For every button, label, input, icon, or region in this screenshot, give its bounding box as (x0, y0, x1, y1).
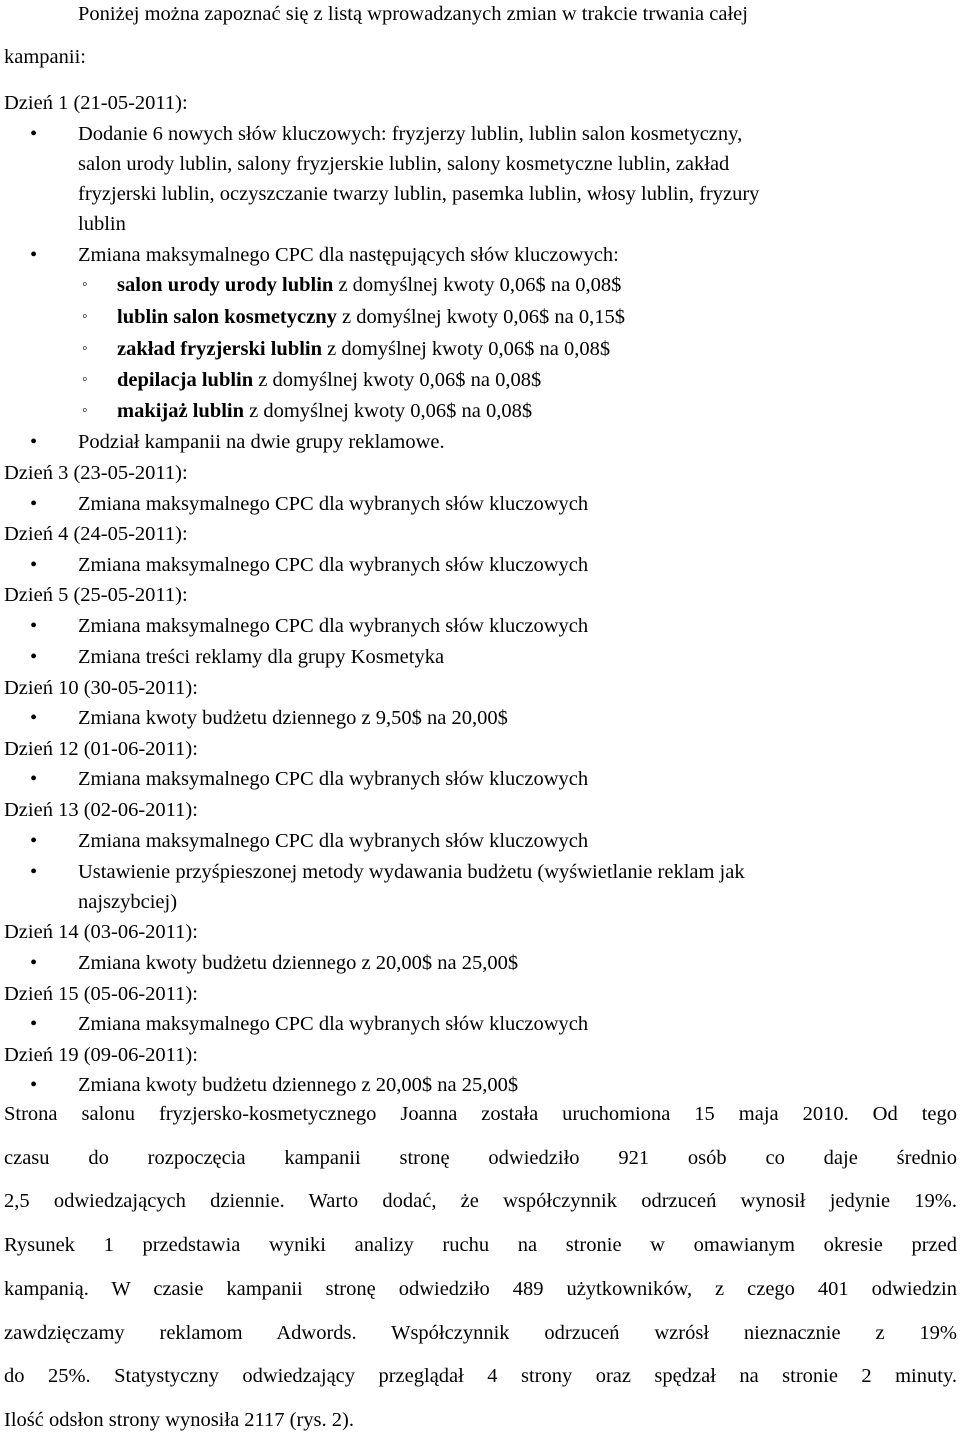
keyword: zakład fryzjerski lublin (117, 338, 323, 360)
list-item: Zmiana maksymalnego CPC dla wybranych słów kluczowych (78, 493, 589, 515)
list-item: Zmiana maksymalnego CPC dla wybranych słów kluczowych (78, 830, 589, 852)
list-item: Zmiana kwoty budżetu dziennego z 9,50$ na 20,00$ (78, 707, 508, 729)
paragraph-line: czasu do rozpoczęcia kampanii stronę odwiedziło 921 osób co daje średnio (4, 1147, 957, 1169)
cpc-change: z domyślnej kwoty 0,06$ na 0,08$ (333, 274, 622, 296)
day-14-title: Dzień 14 (03-06-2011): (4, 921, 198, 943)
day-13-title: Dzień 13 (02-06-2011): (4, 799, 198, 821)
sub-bullet-icon: ◦ (82, 308, 88, 325)
paragraph-line: 2,5 odwiedzających dziennie. Warto dodać, że współczynnik odrzuceń wynosił jedynie 19%. (4, 1190, 957, 1212)
bullet-icon: • (30, 1013, 38, 1035)
bullet-icon: • (30, 646, 38, 668)
day-15-title: Dzień 15 (05-06-2011): (4, 983, 198, 1005)
cpc-change: z domyślnej kwoty 0,06$ na 0,08$ (253, 369, 542, 391)
day-1-title: Dzień 1 (21-05-2011): (4, 92, 188, 114)
list-item: Zmiana treści reklamy dla grupy Kosmetyka (78, 646, 445, 668)
list-item-cont: fryzjerski lublin, oczyszczanie twarzy lublin, pasemka lublin, włosy lublin, fryzury (78, 183, 760, 205)
sub-list-item (117, 305, 625, 329)
bullet-icon: • (30, 554, 38, 576)
cpc-change: z domyślnej kwoty 0,06$ na 0,08$ (244, 400, 533, 422)
sub-list-item (117, 399, 532, 423)
list-item: Zmiana maksymalnego CPC dla następujących słów kluczowych: (78, 244, 619, 266)
list-item: Podział kampanii na dwie grupy reklamowe. (78, 431, 445, 453)
sub-bullet-icon: ◦ (82, 402, 88, 419)
keyword: depilacja lublin (117, 369, 254, 391)
day-10-title: Dzień 10 (30-05-2011): (4, 677, 198, 699)
list-item: Zmiana maksymalnego CPC dla wybranych słów kluczowych (78, 554, 589, 576)
keyword: lublin salon kosmetyczny (117, 306, 337, 328)
bullet-icon: • (30, 830, 38, 852)
bullet-icon: • (30, 952, 38, 974)
sub-bullet-icon: ◦ (82, 340, 88, 357)
keyword: makijaż lublin (117, 400, 245, 422)
paragraph-line: Strona salonu fryzjersko-kosmetycznego Joanna została uruchomiona 15 maja 2010. Od tego (4, 1103, 957, 1125)
paragraph-line: do 25%. Statystyczny odwiedzający przeglądał 4 strony oraz spędzał na stronie 2 minuty. (4, 1365, 957, 1387)
list-item: Zmiana kwoty budżetu dziennego z 20,00$ na 25,00$ (78, 952, 519, 974)
day-12-title: Dzień 12 (01-06-2011): (4, 738, 198, 760)
sub-bullet-icon: ◦ (82, 371, 88, 388)
intro-line-1: Poniżej można zapoznać się z listą wprowadzanych zmian w trakcie trwania całej (78, 3, 748, 25)
day-19-title: Dzień 19 (09-06-2011): (4, 1044, 198, 1066)
list-item: Ustawienie przyśpieszonej metody wydawania budżetu (wyświetlanie reklam jak (78, 861, 745, 883)
bullet-icon: • (30, 1074, 38, 1096)
day-5-title: Dzień 5 (25-05-2011): (4, 584, 188, 606)
sub-bullet-icon: ◦ (82, 276, 88, 293)
paragraph-line: Rysunek 1 przedstawia wyniki analizy ruchu na stronie w omawianym okresie przed (4, 1234, 957, 1256)
list-item-cont: lublin (78, 213, 126, 235)
bullet-icon: • (30, 431, 38, 453)
bullet-icon: • (30, 123, 38, 145)
day-4-title: Dzień 4 (24-05-2011): (4, 523, 188, 545)
paragraph-line-last: Ilość odsłon strony wynosiła 2117 (rys. 2). (4, 1409, 354, 1431)
sub-list-item (117, 337, 610, 361)
keyword: salon urody urody lublin (117, 274, 334, 296)
list-item: Zmiana kwoty budżetu dziennego z 20,00$ na 25,00$ (78, 1074, 519, 1096)
intro-line-2: kampanii: (4, 46, 86, 68)
bullet-icon: • (30, 768, 38, 790)
cpc-change: z domyślnej kwoty 0,06$ na 0,15$ (336, 306, 625, 328)
bullet-icon: • (30, 615, 38, 637)
sub-list-item (117, 368, 541, 392)
bullet-icon: • (30, 244, 38, 266)
list-item-cont: najszybciej) (78, 891, 178, 913)
bullet-icon: • (30, 707, 38, 729)
list-item: Zmiana maksymalnego CPC dla wybranych słów kluczowych (78, 768, 589, 790)
paragraph-line: zawdzięczamy reklamom Adwords. Współczynnik odrzuceń wzrósł nieznacznie z 19% (4, 1322, 957, 1344)
sub-list-item (117, 273, 621, 297)
bullet-icon: • (30, 493, 38, 515)
paragraph-line: kampanią. W czasie kampanii stronę odwiedziło 489 użytkowników, z czego 401 odwiedzin (4, 1278, 957, 1300)
cpc-change: z domyślnej kwoty 0,06$ na 0,08$ (322, 338, 611, 360)
list-item: Zmiana maksymalnego CPC dla wybranych słów kluczowych (78, 615, 589, 637)
list-item: Dodanie 6 nowych słów kluczowych: fryzjerzy lublin, lublin salon kosmetyczny, (78, 123, 743, 145)
list-item-cont: salon urody lublin, salony fryzjerskie lublin, salony kosmetyczne lublin, zakład (78, 153, 730, 175)
bullet-icon: • (30, 861, 38, 883)
list-item: Zmiana maksymalnego CPC dla wybranych słów kluczowych (78, 1013, 589, 1035)
day-3-title: Dzień 3 (23-05-2011): (4, 462, 188, 484)
